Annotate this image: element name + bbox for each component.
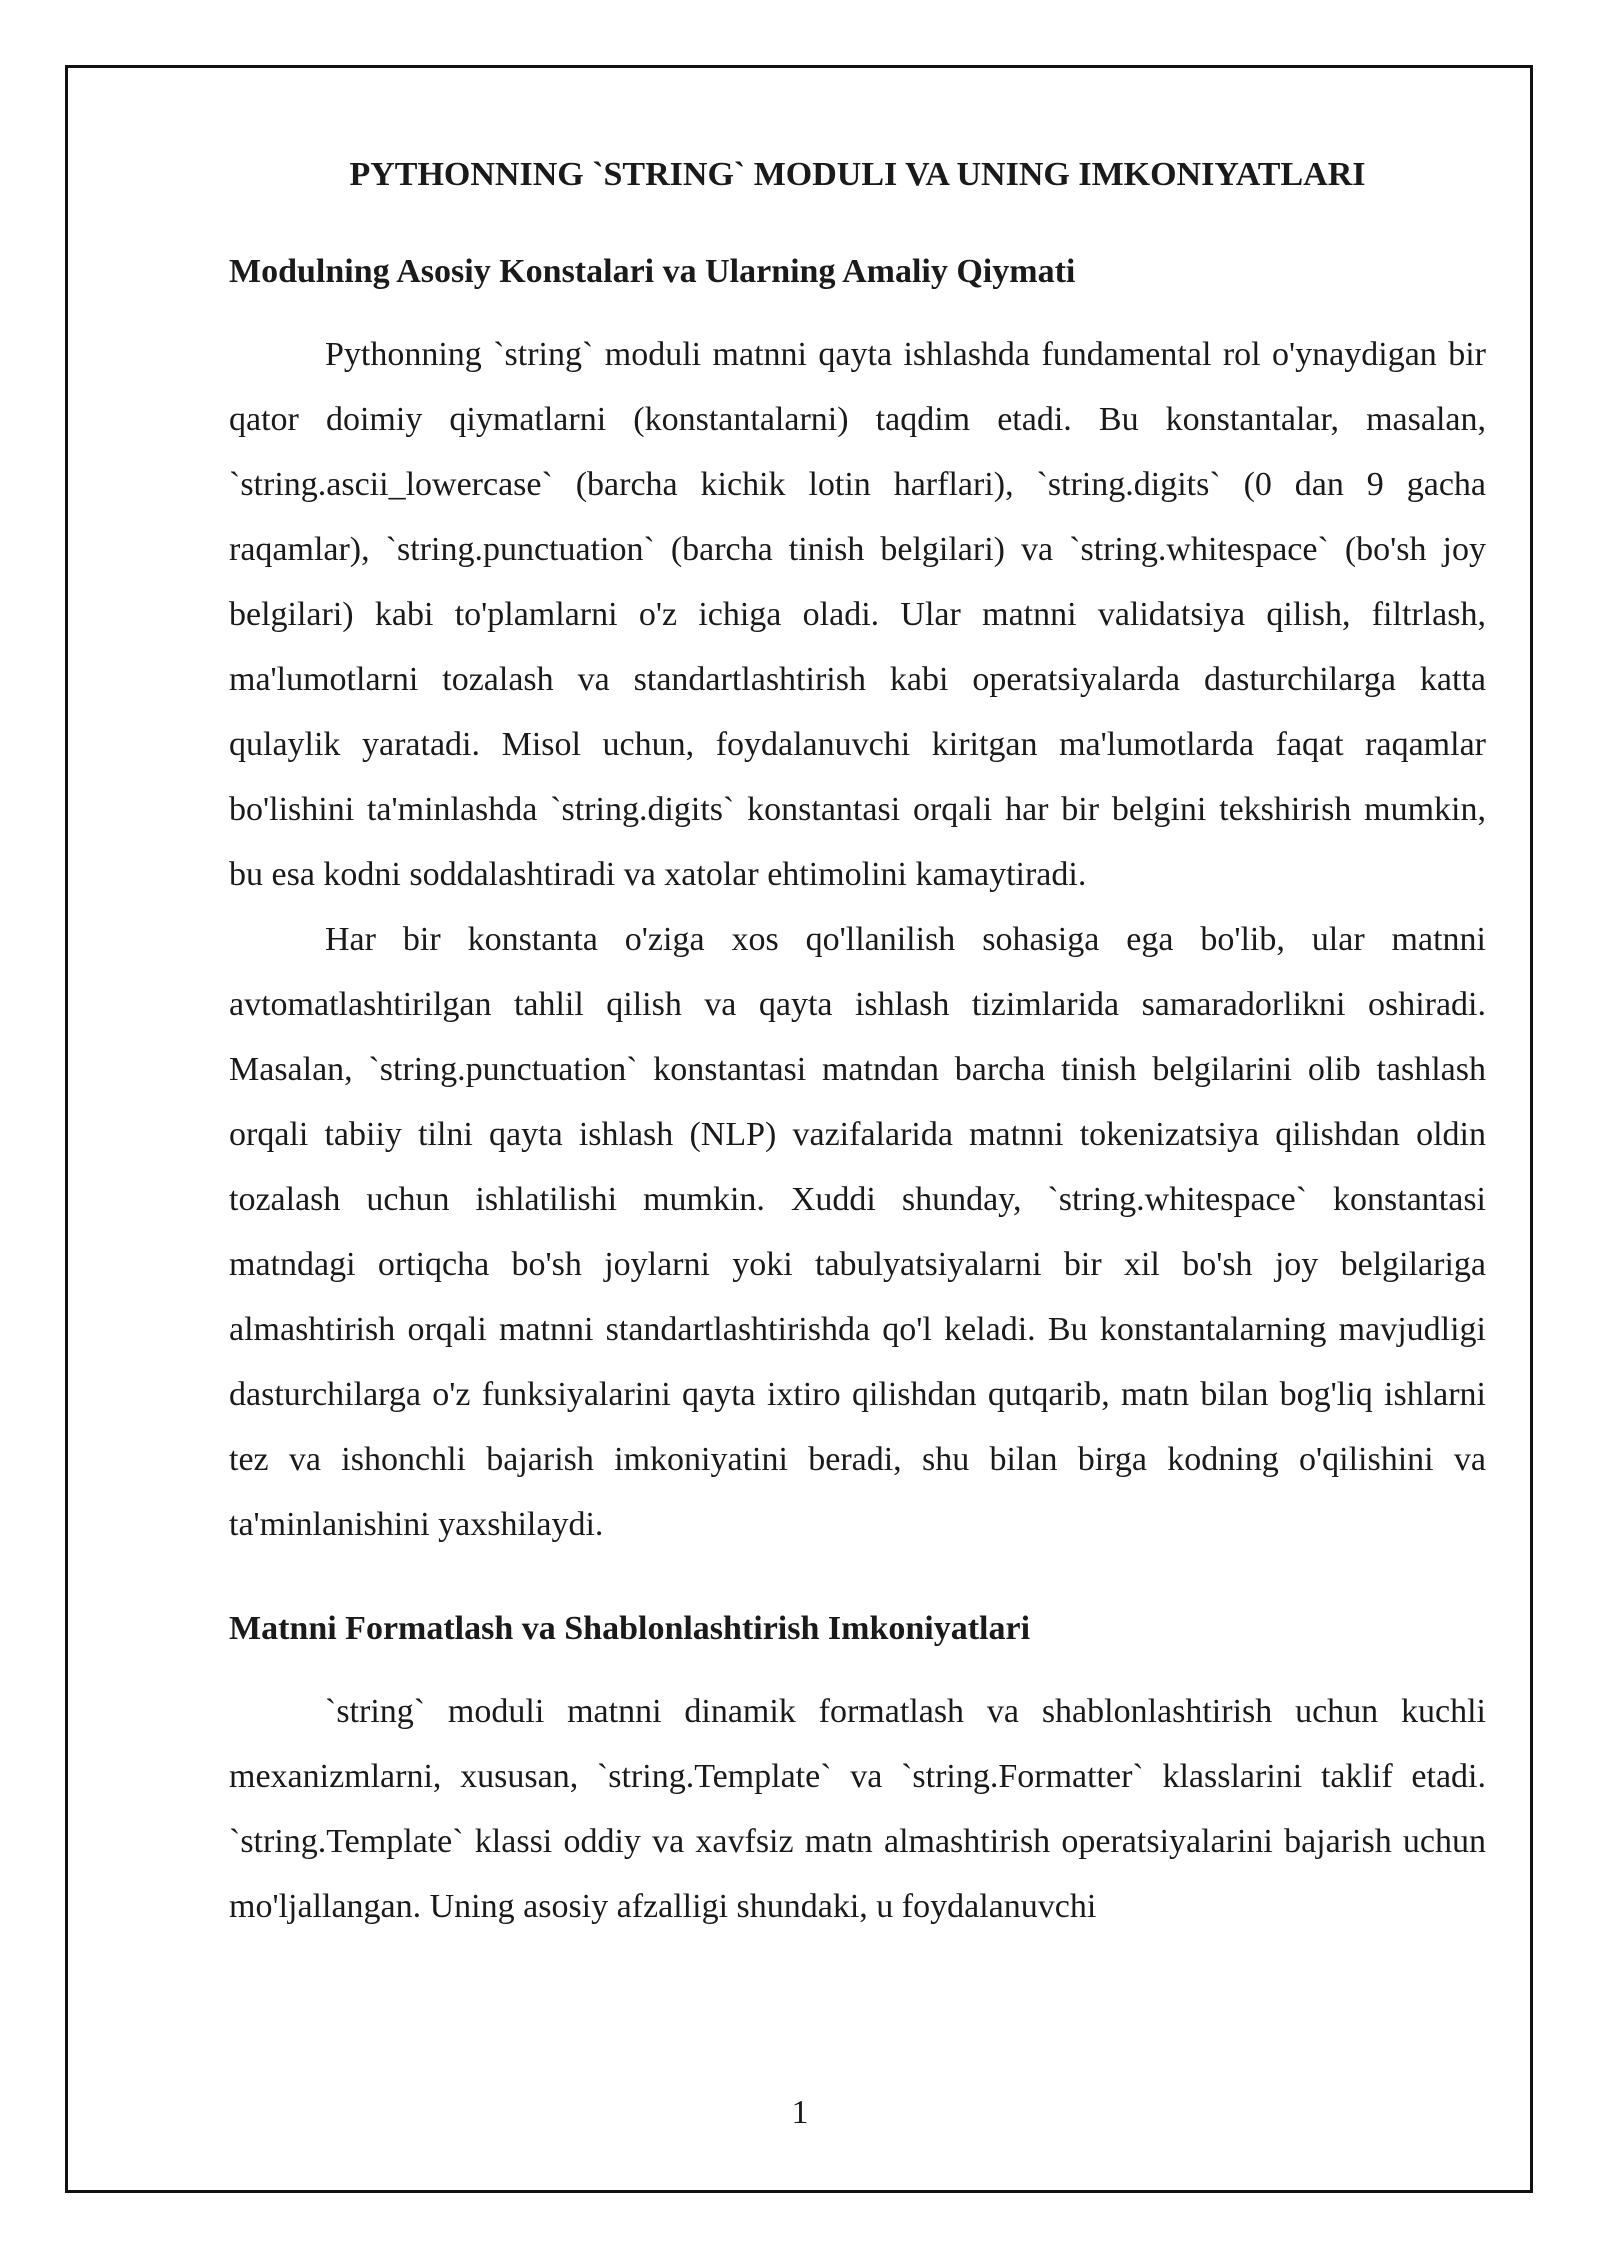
section-heading-formatting: Matnni Formatlash va Shablonlashtirish Imkoniyatlari	[229, 1610, 1031, 1647]
page-content	[229, 150, 1486, 1939]
paragraph-formatting-1: `string` moduli matnni dinamik formatlash va shablonlashtirish uchun kuchli mexanizmlarni, xususan, `string.Template` va `string.Formatter` klasslarini taklif etadi. `string.Template` klassi oddiy va xavfsiz matn almashtirish operatsiyalarini bajarish uchun mo'ljallangan. Uning asosiy afzalligi shundaki, u foydalanuvchi	[229, 1693, 1486, 1925]
document-title: PYTHONNING `STRING` MODULI VA UNING IMKONIYATLARI	[349, 156, 1366, 193]
paragraph-constants-1: Pythonning `string` moduli matnni qayta ishlashda fundamental rol o'ynaydigan bir qator doimiy qiymatlarni (konstantalarni) taqdim etadi. Bu konstantalar, masalan, `string.ascii_lowercase` (barcha kichik lotin harflari), `string.digits` (0 dan 9 gacha raqamlar), `string.punctuation` (barcha tinish belgilari) va `string.whitespace` (bo'sh joy belgilari) kabi to'plamlarni o'z ichiga oladi. Ular matnni validatsiya qilish, filtrlash, ma'lumotlarni tozalash va standartlashtirish kabi operatsiyalarda dasturchilarga katta qulaylik yaratadi. Misol uchun, foydalanuvchi kiritgan ma'lumotlarda faqat raqamlar bo'lishini ta'minlashda `string.digits` konstantasi orqali har bir belgini tekshirish mumkin, bu esa kodni soddalashtiradi va xatolar ehtimolini kamaytiradi.	[229, 336, 1486, 893]
page-number: 1	[791, 2094, 809, 2131]
section-heading-constants: Modulning Asosiy Konstalari va Ularning Amaliy Qiymati	[229, 253, 1076, 290]
paragraph-constants-2: Har bir konstanta o'ziga xos qo'llanilish sohasiga ega bo'lib, ular matnni avtomatlashtirilgan tahlil qilish va qayta ishlash tizimlarida samaradorlikni oshiradi. Masalan, `string.punctuation` konstantasi matndan barcha tinish belgilarini olib tashlash orqali tabiiy tilni qayta ishlash (NLP) vazifalarida matnni tokenizatsiya qilishdan oldin tozalash uchun ishlatilishi mumkin. Xuddi shunday, `string.whitespace` konstantasi matndagi ortiqcha bo'sh joylarni yoki tabulyatsiyalarni bir xil bo'sh joy belgilariga almashtirish orqali matnni standartlashtirishda qo'l keladi. Bu konstantalarning mavjudligi dasturchilarga o'z funksiyalarini qayta ixtiro qilishdan qutqarib, matn bilan bog'liq ishlarni tez va ishonchli bajarish imkoniyatini beradi, shu bilan birga kodning o'qilishini va ta'minlanishini yaxshilaydi.	[229, 921, 1486, 1543]
